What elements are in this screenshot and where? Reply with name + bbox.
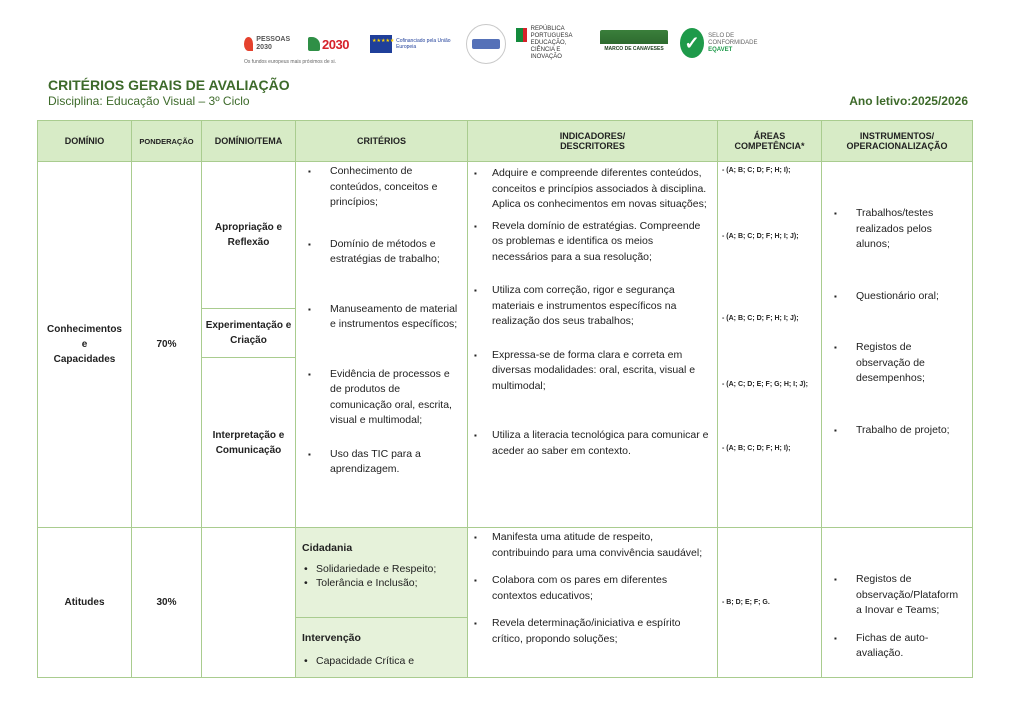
marco-landscape-icon: [600, 30, 668, 44]
estrategia-seal-logo: [466, 24, 506, 64]
areas-item: - (A; C; D; E; F; G; H; I; J);: [722, 381, 808, 388]
list-item: ▪ Manifesta uma atitude de respeito, contribuindo para uma convivência saudável;: [468, 530, 711, 561]
indicadores-list: [468, 166, 717, 459]
areas-item: - B; D; E; F; G.: [722, 598, 770, 606]
indicadores-cell: [468, 162, 718, 528]
republica-logo-text: REPÚBLICA PORTUGUESA: [530, 26, 573, 39]
cidadania-cell: [296, 528, 468, 618]
checkmark-icon: ✓: [680, 28, 704, 58]
eqavet-bottom-text: EQAVET: [708, 46, 733, 53]
criterios-cell: [296, 162, 468, 528]
criteria-table: [37, 120, 973, 678]
list-item: ▪ Evidência de processos e de produtos de comunicação oral, escrita, visual e multimodal;: [296, 367, 461, 429]
list-item: • Solidariedade e Respeito;: [296, 562, 467, 576]
pessoas-2030-logo: [244, 30, 304, 58]
portugal-2030-logo: [308, 30, 358, 58]
republica-portuguesa-logo: [516, 26, 586, 60]
school-year: Ano letivo:2025/2026: [849, 94, 968, 108]
list-item: ▪ Trabalhos/testes realizados pelos alunos;: [822, 206, 966, 253]
list-item: • Capacidade Crítica e: [296, 654, 467, 668]
republica-logo-subtext: EDUCAÇÃO, CIÊNCIA E INOVAÇÃO: [530, 40, 567, 60]
areas-cell: [718, 162, 822, 528]
areas-atitudes-cell: [718, 528, 822, 678]
list-item: ▪ Utiliza com correção, rigor e segurança materiais e instrumentos específicos na realização dos seus trabalhos;: [468, 283, 711, 330]
eqavet-top-text: SELO DE CONFORMIDADE: [708, 32, 758, 46]
estrategia-seal-icon: [472, 39, 500, 49]
pessoas-logo-text: PESSOAS 2030: [256, 36, 291, 51]
dominio-conhecimentos-line3: Capacidades: [53, 354, 116, 365]
criterios-list: [296, 164, 467, 478]
header-indicadores: [468, 121, 718, 162]
intervencao-cell: [296, 618, 468, 678]
instrumentos-list: [822, 206, 972, 438]
republica-flag-icon: [516, 28, 527, 42]
tema-atitudes-empty: [202, 528, 296, 678]
pessoas-mark-icon: [244, 37, 253, 51]
list-item: ▪ Adquire e compreende diferentes conteúdos, conceitos e princípios associados à disciplina. Aplica os conhecimentos em novas situações;: [468, 166, 711, 213]
header-instrumentos-line2: OPERACIONALIZAÇÃO: [846, 141, 948, 151]
eu-cofinanced-logo: [370, 33, 456, 55]
header-indicadores-line1: INDICADORES/: [559, 131, 626, 141]
intervencao-title: Intervenção: [302, 632, 361, 644]
table-header-row: [38, 121, 973, 162]
portugal-2030-mark-icon: [308, 37, 320, 51]
document-title: CRITÉRIOS GERAIS DE AVALIAÇÃO: [48, 77, 290, 93]
areas-item: - (A; B; C; D; F; H; I);: [722, 167, 791, 174]
header-criterios: CRITÉRIOS: [296, 121, 468, 162]
instrumentos-atitudes-list: [822, 572, 972, 662]
tema-interpretacao: Interpretação e Comunicação: [202, 358, 296, 528]
header-ponderacao: PONDERAÇÃO: [132, 121, 202, 162]
instrumentos-atitudes-cell: [822, 528, 973, 678]
list-item: ▪ Manuseamento de material e instrumentos específicos;: [296, 302, 461, 333]
list-item: ▪ Registos de observação de desempenhos;: [822, 340, 966, 387]
header-areas-line1: ÁREAS: [753, 131, 786, 141]
eqavet-seal-logo: [680, 26, 770, 60]
eu-logo-text: Cofinanciado pela União Europeia: [396, 38, 451, 50]
header-dominio-tema: DOMÍNIO/TEMA: [202, 121, 296, 162]
dominio-atitudes: Atitudes: [38, 528, 132, 678]
intervencao-list: [296, 654, 467, 668]
list-item: • Tolerância e Inclusão;: [296, 576, 467, 590]
list-item: ▪ Revela domínio de estratégias. Compreende os problemas e identifica os meios necessários para a sua resolução;: [468, 219, 711, 266]
ponderacao-atitudes: 30%: [132, 528, 202, 678]
header-indicadores-line2: DESCRITORES: [560, 141, 625, 151]
list-item: ▪ Uso das TIC para a aprendizagem.: [296, 447, 461, 478]
indicadores-atitudes-list: [468, 530, 717, 647]
list-item: ▪ Registos de observação/Plataform a Inovar e Teams;: [822, 572, 966, 619]
marco-logo-text: MARCO DE CANAVESES: [604, 46, 664, 52]
marco-de-canaveses-logo: [600, 30, 668, 58]
areas-item: - (A; B; C; D; F; H; I; J);: [722, 315, 799, 322]
instrumentos-cell: [822, 162, 973, 528]
dominio-conhecimentos-line2: e: [81, 339, 88, 350]
header-dominio: DOMÍNIO: [38, 121, 132, 162]
list-item: ▪ Trabalho de projeto;: [822, 423, 966, 439]
logo-caption: Os fundos europeus mais próximos de si.: [244, 59, 336, 65]
cidadania-title: Cidadania: [302, 542, 353, 554]
dominio-conhecimentos: [38, 162, 132, 528]
list-item: ▪ Utiliza a literacia tecnológica para comunicar e aceder ao saber em contexto.: [468, 428, 711, 459]
areas-item: - (A; B; C; D; F; H; I);: [722, 445, 791, 452]
ponderacao-conhecimentos: 70%: [132, 162, 202, 528]
list-item: ▪ Revela determinação/iniciativa e espírito crítico, propondo soluções;: [468, 616, 711, 647]
areas-item: - (A; B; C; D; F; H; I; J);: [722, 233, 799, 240]
list-item: ▪ Conhecimento de conteúdos, conceitos e princípios;: [296, 164, 461, 211]
indicadores-atitudes-cell: [468, 528, 718, 678]
header-instrumentos: [822, 121, 973, 162]
header-areas: [718, 121, 822, 162]
table-row: [38, 162, 973, 309]
header-areas-line2: COMPETÊNCIA*: [734, 141, 805, 151]
tema-experimentacao: Experimentação e Criação: [202, 309, 296, 358]
table-row: [38, 528, 973, 618]
dominio-conhecimentos-line1: Conhecimentos: [46, 324, 122, 335]
list-item: ▪ Expressa-se de forma clara e correta em diversas modalidades: oral, escrita, visual e multimodal;: [468, 348, 711, 395]
cidadania-list: [296, 562, 467, 590]
list-item: ▪ Questionário oral;: [822, 289, 966, 305]
tema-apropriacao: Apropriação e Reflexão: [202, 162, 296, 309]
list-item: ▪ Fichas de auto-avaliação.: [822, 631, 966, 662]
list-item: ▪ Colabora com os pares em diferentes contextos educativos;: [468, 573, 711, 604]
header-instrumentos-line1: INSTRUMENTOS/: [859, 131, 935, 141]
portugal-2030-text: 2030: [322, 36, 349, 52]
eu-flag-icon: [370, 35, 392, 53]
document-subtitle: Disciplina: Educação Visual – 3º Ciclo: [48, 94, 250, 108]
list-item: ▪ Domínio de métodos e estratégias de trabalho;: [296, 237, 461, 268]
